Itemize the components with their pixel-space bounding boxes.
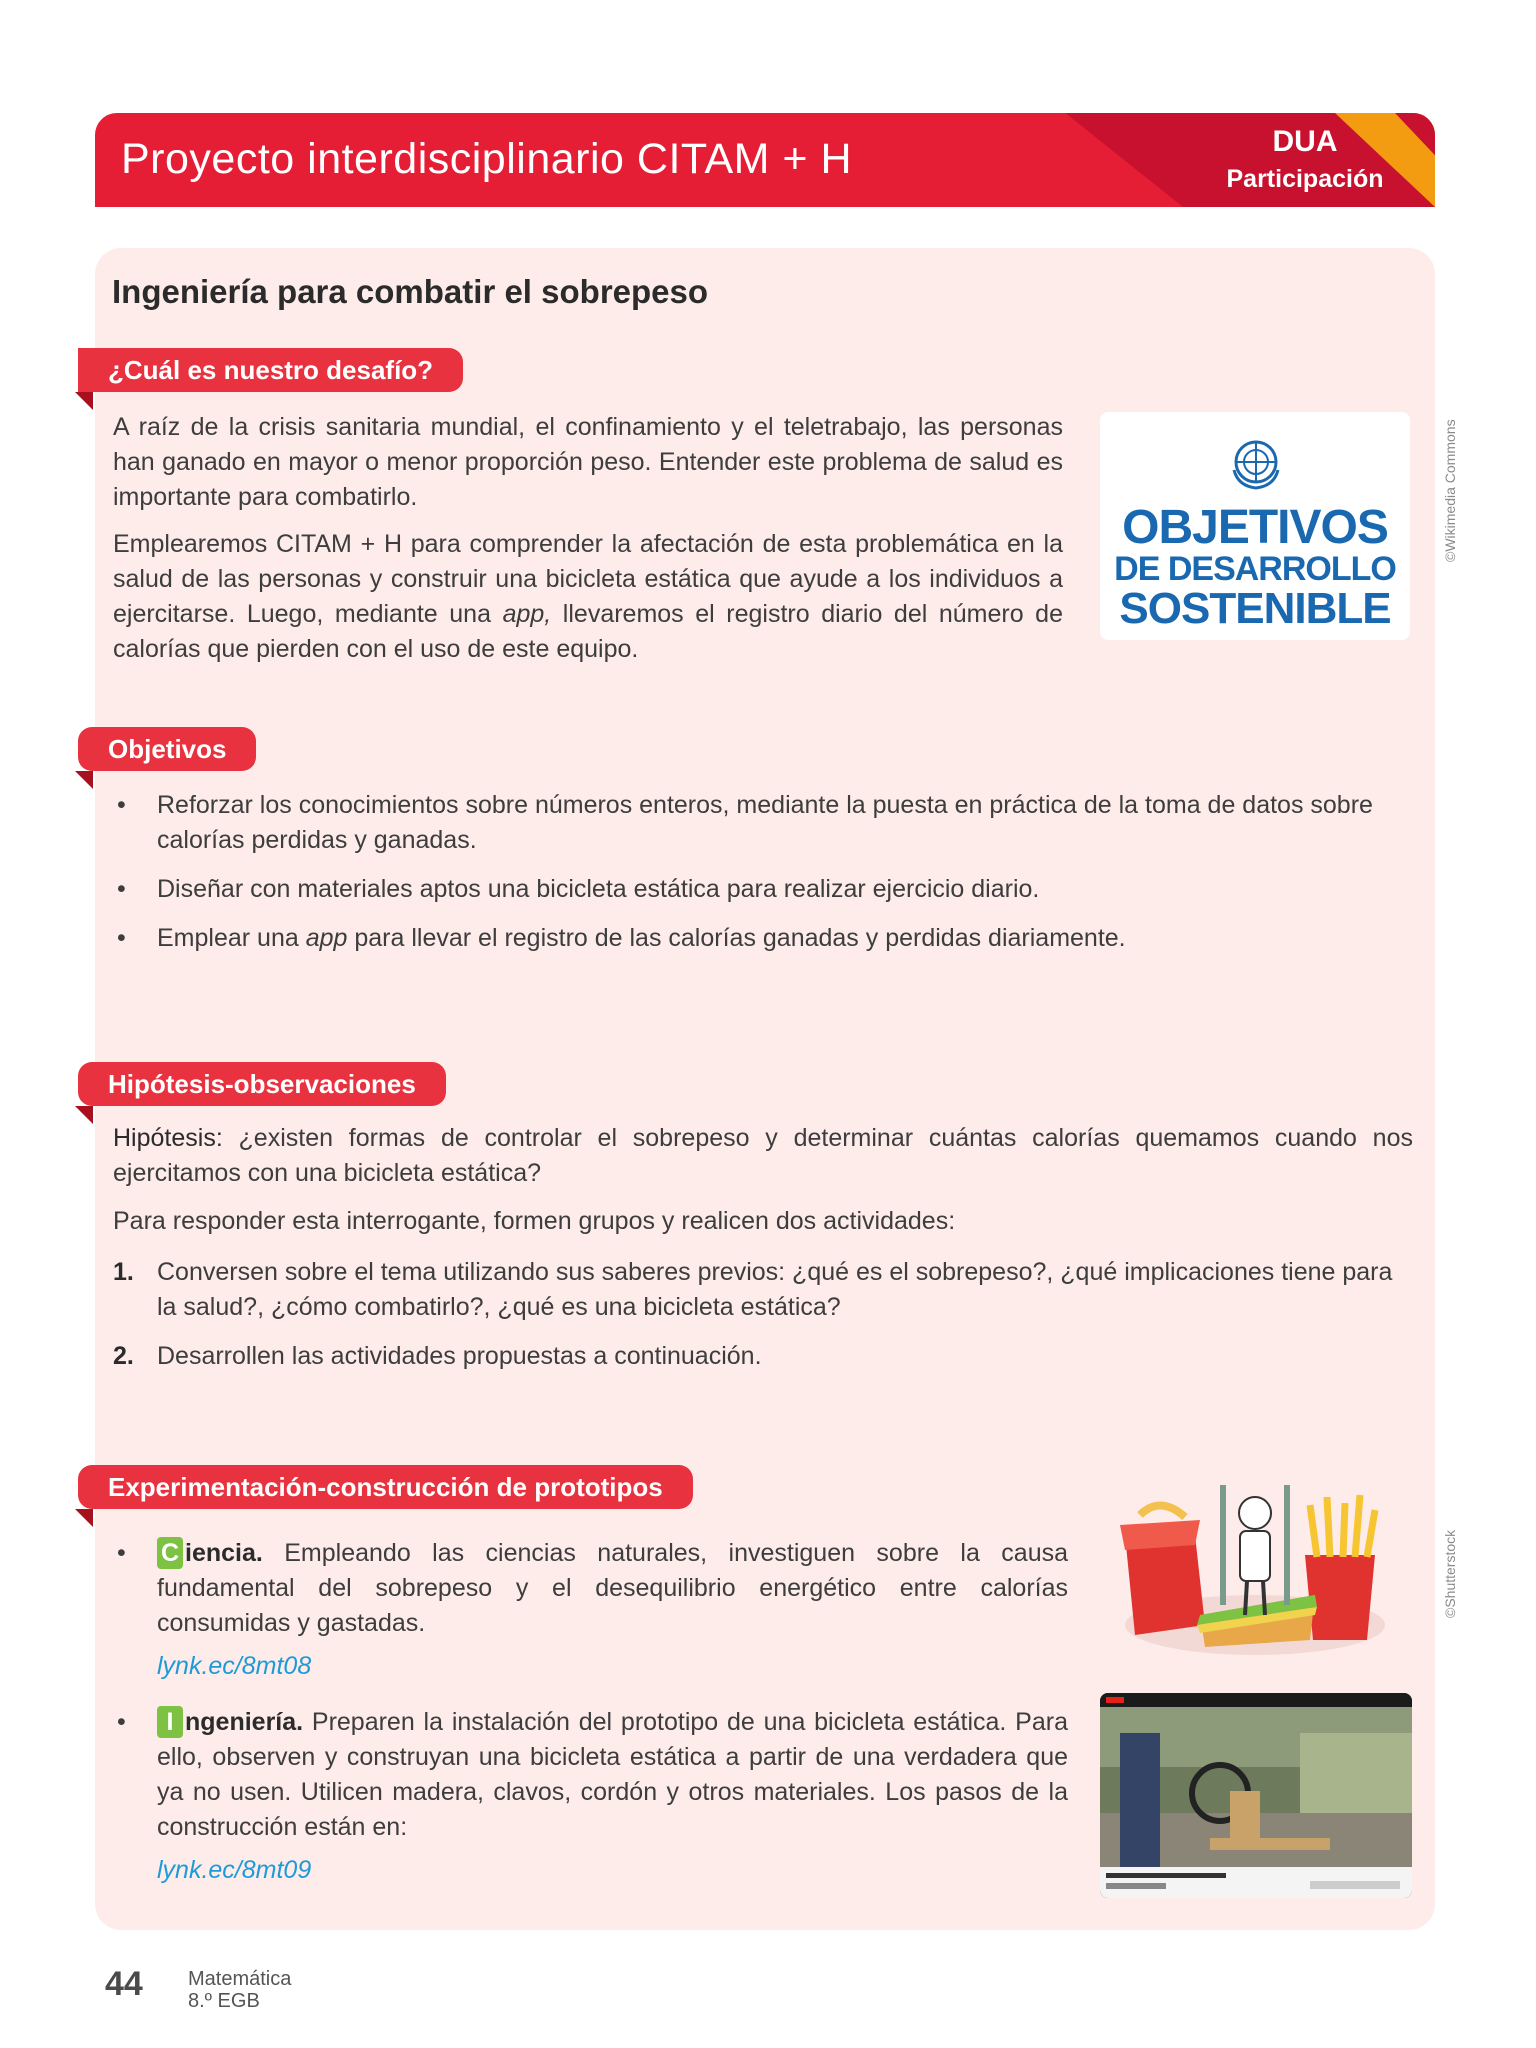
- bullet-icon: •: [117, 1708, 126, 1736]
- step-text: Conversen sobre el tema utilizando sus saberes previos: ¿qué es el sobrepeso?, ¿qué implicaciones tiene para la salud?, ¿cómo combatirlo?, ¿qué es una bicicleta estática?: [157, 1258, 1393, 1321]
- sdg-logo: [1100, 412, 1410, 640]
- bicycle-video-frame: [1100, 1693, 1412, 1898]
- sdg-line-1: OBJETIVOS: [1122, 501, 1388, 554]
- sdg-line-3: SOSTENIBLE: [1119, 584, 1391, 633]
- step-number: 1.: [113, 1258, 134, 1286]
- bullet-icon: •: [117, 1539, 126, 1567]
- list-item: [113, 788, 1413, 858]
- page-number: 44: [105, 1965, 143, 2003]
- list-item: [113, 921, 1413, 956]
- engineering-letter-badge: I: [157, 1706, 183, 1738]
- step-number: 2.: [113, 1342, 134, 1370]
- engineering-title: ngeniería.: [185, 1708, 304, 1736]
- app-word: app,: [502, 600, 552, 628]
- engineering-text: Preparen la instalación del prototipo de una bicicleta estática. Para ello, observen y construyan una bicicleta estática a partir de una verdadera que ya no usen. Utilicen madera, clavos, cordón y otros materiales. Los pasos de la construcción están en:: [157, 1708, 1068, 1841]
- list-item: [113, 872, 1413, 907]
- science-text: Empleando las ciencias naturales, investiguen sobre la causa fundamental del sobrepeso y el desequilibrio energético entre calorías consumidas y gastadas.: [157, 1539, 1068, 1637]
- science-item: [113, 1536, 1068, 1641]
- engineering-link[interactable]: lynk.ec/8mt09: [157, 1856, 312, 1884]
- challenge-paragraph-1: A raíz de la crisis sanitaria mundial, el confinamiento y el teletrabajo, las personas han ganado en mayor o menor proporción peso. Entender este problema de salud es importante para combatirlo.: [113, 413, 1063, 511]
- sdg-line-2: DE DESARROLLO: [1114, 550, 1396, 588]
- hypothesis-question: [113, 1121, 1413, 1191]
- challenge-paragraph-2: [113, 527, 1063, 667]
- objective-text: Diseñar con materiales aptos una bicicleta estática para realizar ejercicio diario.: [157, 875, 1040, 903]
- bullet-icon: •: [117, 875, 126, 903]
- steps-list: [113, 1255, 1413, 1388]
- science-link[interactable]: lynk.ec/8mt08: [157, 1652, 312, 1680]
- experiment-tag: Experimentación-construcción de prototipos: [78, 1465, 693, 1509]
- bullet-icon: •: [117, 791, 126, 819]
- challenge-text: Emplearemos CITAM + H para comprender la afectación de esta problemática en la salud de las personas y construir una bicicleta estática que ayude a los individuos a ejercitarse. Luego, mediante una: [113, 530, 1063, 628]
- challenge-tag: ¿Cuál es nuestro desafío?: [78, 348, 463, 392]
- engineering-text-block: [113, 1705, 1068, 1845]
- shutterstock-credit: ©Shutterstock: [1442, 1529, 1458, 1618]
- hypothesis-text: ¿existen formas de controlar el sobrepeso y determinar cuántas calorías quemamos cuando nos ejercitamos con una bicicleta estática?: [113, 1124, 1413, 1187]
- subject-label: [188, 1968, 291, 2012]
- challenge-text-end: llevaremos el registro diario del número de calorías que pierden con el uso de este equipo.: [113, 600, 1063, 663]
- objective-text: para llevar el registro de las calorías ganadas y perdidas diariamente.: [347, 924, 1126, 952]
- food-illustration: [1105, 1475, 1405, 1665]
- app-word: app: [305, 924, 348, 952]
- dua-label: DUA: [1272, 125, 1338, 158]
- hypothesis-label: Hipótesis:: [113, 1124, 223, 1152]
- hypothesis-intro: Para responder esta interrogante, formen grupos y realicen dos actividades:: [113, 1207, 956, 1235]
- video-thumbnail[interactable]: [1100, 1693, 1412, 1898]
- wikimedia-credit: ©Wikimedia Commons: [1442, 419, 1458, 562]
- hypothesis-tag: Hipótesis-observaciones: [78, 1062, 446, 1106]
- objective-text: Reforzar los conocimientos sobre números enteros, mediante la puesta en práctica de la toma de datos sobre calorías perdidas y ganadas.: [157, 791, 1373, 854]
- list-item: [113, 1339, 1413, 1374]
- science-letter-badge: C: [157, 1537, 183, 1569]
- science-text-block: [113, 1536, 1068, 1641]
- subject-name: Matemática: [188, 1968, 292, 1990]
- dua-participation: Participación: [1226, 165, 1384, 193]
- engineering-item: [113, 1705, 1068, 1845]
- step-text: Desarrollen las actividades propuestas a continuación.: [157, 1342, 762, 1370]
- objectives-tag: Objetivos: [78, 727, 256, 771]
- objective-text: Emplear una: [157, 924, 306, 952]
- objectives-list: [113, 788, 1413, 970]
- bullet-icon: •: [117, 924, 126, 952]
- section-title: Ingeniería para combatir el sobrepeso: [112, 273, 709, 310]
- header-banner: [95, 113, 1435, 207]
- science-title: iencia.: [185, 1539, 263, 1567]
- un-emblem-icon: [1228, 434, 1284, 490]
- page-title: Proyecto interdisciplinario CITAM + H: [121, 135, 853, 183]
- grade-label: 8.º EGB: [188, 1990, 260, 2012]
- list-item: [113, 1255, 1413, 1325]
